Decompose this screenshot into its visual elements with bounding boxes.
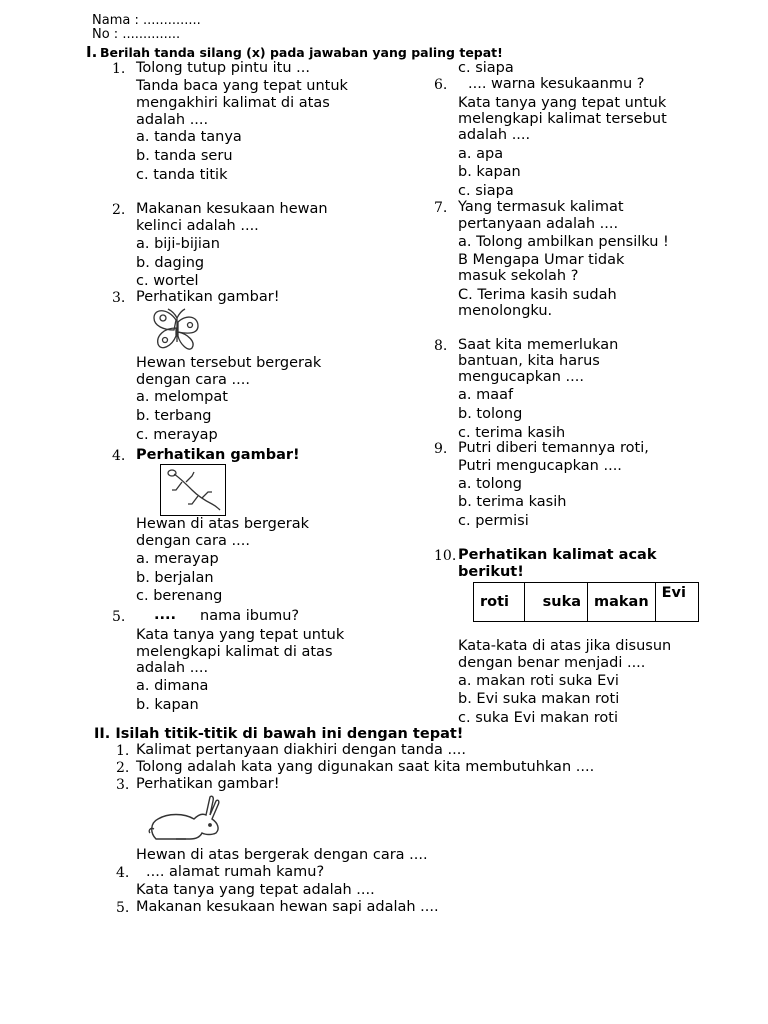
q7-option-a: a. Tolong ambilkan pensilku ! bbox=[458, 234, 669, 250]
q4-line2: Hewan di atas bergerak bbox=[136, 516, 310, 532]
s2-q4-text: .... alamat rumah kamu? bbox=[146, 864, 325, 880]
q8-option-b: b. tolong bbox=[458, 406, 523, 422]
q3-number: 3. bbox=[112, 290, 126, 306]
butterfly-picture bbox=[150, 306, 204, 354]
q3-line3: dengan cara .... bbox=[136, 372, 250, 388]
s2-q1-text: Kalimat pertanyaan diakhiri dengan tanda .... bbox=[136, 742, 466, 758]
name-field-label: Nama : .............. bbox=[92, 13, 201, 28]
word-cell: roti bbox=[474, 583, 525, 622]
q6-option-c: c. siapa bbox=[458, 183, 514, 199]
q10-number: 10. bbox=[434, 548, 457, 564]
s2-q4-text2: Kata tanya yang tepat adalah .... bbox=[136, 882, 375, 898]
lizard-picture bbox=[160, 464, 226, 516]
q10-option-c: c. suka Evi makan roti bbox=[458, 710, 619, 726]
q7-line1: Yang termasuk kalimat bbox=[458, 199, 624, 215]
s2-q4-number: 4. bbox=[116, 865, 130, 881]
q3-line2: Hewan tersebut bergerak bbox=[136, 355, 322, 371]
q2-option-c: c. wortel bbox=[136, 273, 199, 289]
section1-roman: I. bbox=[86, 43, 98, 61]
q9-option-a: a. tolong bbox=[458, 476, 522, 492]
q8-option-a: a. maaf bbox=[458, 387, 514, 403]
q9-line1: Putri diberi temannya roti, bbox=[458, 440, 649, 456]
number-field-label: No : .............. bbox=[92, 27, 181, 42]
q8-line3: mengucapkan .... bbox=[458, 369, 584, 385]
scrambled-words-table bbox=[473, 582, 699, 622]
rabbit-picture bbox=[146, 793, 226, 845]
s2-q3-number: 3. bbox=[116, 777, 130, 793]
section1-instruction: Berilah tanda silang (x) pada jawaban yang paling tepat! bbox=[100, 45, 503, 60]
q1-line2: Tanda baca yang tepat untuk bbox=[136, 78, 348, 94]
q2-option-b: b. daging bbox=[136, 255, 205, 271]
q7-option-c-line1: C. Terima kasih sudah bbox=[458, 287, 617, 303]
q9-number: 9. bbox=[434, 441, 448, 457]
s2-q5-number: 5. bbox=[116, 900, 130, 916]
q9-option-c: c. permisi bbox=[458, 513, 529, 529]
s2-q2-text: Tolong adalah kata yang digunakan saat kita membutuhkan .... bbox=[136, 759, 595, 775]
q7-option-c-line2: menolongku. bbox=[458, 303, 553, 319]
q2-line2: kelinci adalah .... bbox=[136, 218, 259, 234]
word-cell: suka bbox=[525, 583, 588, 622]
q7-option-b-line1: B Mengapa Umar tidak bbox=[458, 252, 625, 268]
q10-option-b: b. Evi suka makan roti bbox=[458, 691, 620, 707]
q6-option-b: b. kapan bbox=[458, 164, 521, 180]
q1-option-b: b. tanda seru bbox=[136, 148, 233, 164]
q4-option-a: a. merayap bbox=[136, 551, 219, 567]
section2-title: II. Isilah titik-titik di bawah ini dengan tepat! bbox=[94, 726, 464, 742]
q7-option-b-line2: masuk sekolah ? bbox=[458, 268, 579, 284]
q5-dots: .... bbox=[154, 607, 177, 623]
q10-line2: berikut! bbox=[458, 564, 524, 580]
q8-line1: Saat kita memerlukan bbox=[458, 337, 619, 353]
q4-option-c: c. berenang bbox=[136, 588, 223, 604]
q2-number: 2. bbox=[112, 202, 126, 218]
q10-line4: dengan benar menjadi .... bbox=[458, 655, 646, 671]
s2-q2-number: 2. bbox=[116, 760, 130, 776]
q10-line1: Perhatikan kalimat acak bbox=[458, 547, 657, 563]
q1-line4: adalah .... bbox=[136, 112, 209, 128]
s2-q3-text: Perhatikan gambar! bbox=[136, 776, 280, 792]
q5-line3: melengkapi kalimat di atas bbox=[136, 644, 333, 660]
q5-line1: nama ibumu? bbox=[200, 608, 300, 624]
q2-line1: Makanan kesukaan hewan bbox=[136, 201, 328, 217]
s2-q5-text: Makanan kesukaan hewan sapi adalah .... bbox=[136, 899, 439, 915]
q1-line3: mengakhiri kalimat di atas bbox=[136, 95, 330, 111]
q5-option-b: b. kapan bbox=[136, 697, 199, 713]
q1-line1: Tolong tutup pintu itu ... bbox=[136, 60, 310, 76]
q6-line3: melengkapi kalimat tersebut bbox=[458, 111, 667, 127]
q5-line4: adalah .... bbox=[136, 660, 209, 676]
q4-line1: Perhatikan gambar! bbox=[136, 447, 300, 463]
q5-line2: Kata tanya yang tepat untuk bbox=[136, 627, 345, 643]
q8-number: 8. bbox=[434, 338, 448, 354]
q5-option-c: c. siapa bbox=[458, 60, 514, 76]
q2-option-a: a. biji-bijian bbox=[136, 236, 220, 252]
q1-option-c: c. tanda titik bbox=[136, 167, 228, 183]
q1-number: 1. bbox=[112, 61, 126, 77]
s2-q3-text2: Hewan di atas bergerak dengan cara .... bbox=[136, 847, 428, 863]
q4-line3: dengan cara .... bbox=[136, 533, 250, 549]
word-cell: Evi bbox=[655, 583, 698, 622]
q4-option-b: b. berjalan bbox=[136, 570, 214, 586]
q5-number: 5. bbox=[112, 609, 126, 625]
q8-line2: bantuan, kita harus bbox=[458, 353, 600, 369]
q6-option-a: a. apa bbox=[458, 146, 504, 162]
q7-number: 7. bbox=[434, 200, 448, 216]
q6-number: 6. bbox=[434, 77, 448, 93]
q5-option-a: a. dimana bbox=[136, 678, 209, 694]
q3-option-a: a. melompat bbox=[136, 389, 228, 405]
q10-line3: Kata-kata di atas jika disusun bbox=[458, 638, 672, 654]
q9-line2: Putri mengucapkan .... bbox=[458, 458, 622, 474]
q1-option-a: a. tanda tanya bbox=[136, 129, 242, 145]
q3-line1: Perhatikan gambar! bbox=[136, 289, 280, 305]
q7-line2: pertanyaan adalah .... bbox=[458, 216, 619, 232]
q6-line4: adalah .... bbox=[458, 127, 531, 143]
s2-q1-number: 1. bbox=[116, 743, 130, 759]
q8-option-c: c. terima kasih bbox=[458, 425, 566, 441]
word-cell: makan bbox=[588, 583, 656, 622]
q3-option-c: c. merayap bbox=[136, 427, 218, 443]
q9-option-b: b. terima kasih bbox=[458, 494, 567, 510]
q6-line2: Kata tanya yang tepat untuk bbox=[458, 95, 667, 111]
q3-option-b: b. terbang bbox=[136, 408, 212, 424]
q6-line1: .... warna kesukaanmu ? bbox=[468, 76, 645, 92]
q10-option-a: a. makan roti suka Evi bbox=[458, 673, 619, 689]
q4-number: 4. bbox=[112, 448, 126, 464]
